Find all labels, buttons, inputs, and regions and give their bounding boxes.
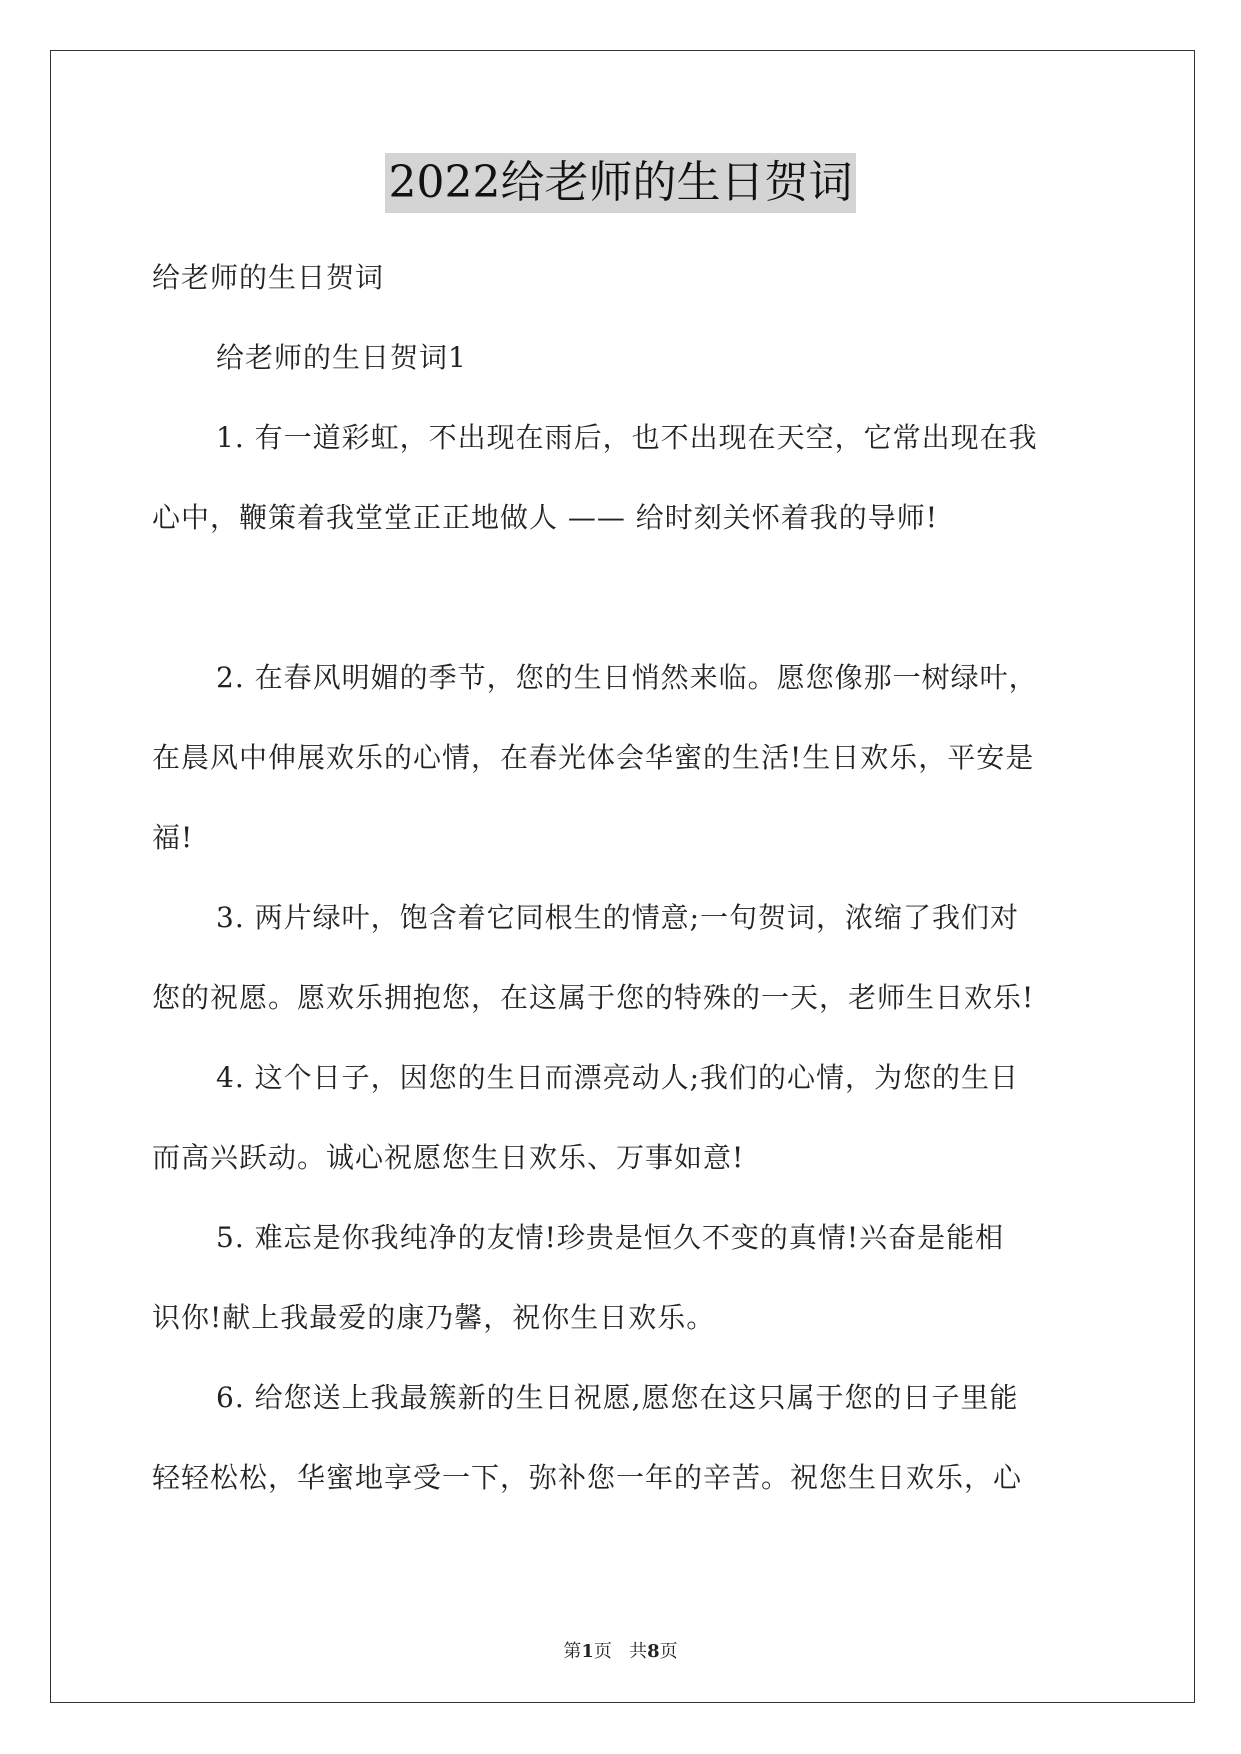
blank-line <box>152 558 1100 638</box>
page-footer <box>0 1640 1241 1664</box>
section-heading: 给老师的生日贺词 <box>152 261 385 294</box>
page-prefix: 第 <box>563 1641 582 1662</box>
document-title: 2022给老师的生日贺词 <box>385 153 857 213</box>
document-body <box>152 238 1100 1518</box>
paragraph-line: 您的祝愿。愿欢乐拥抱您，在这属于您的特殊的一天，老师生日欢乐! <box>152 981 1035 1014</box>
title-container <box>0 153 1241 213</box>
paragraph-line: 轻轻松松，华蜜地享受一下，弥补您一年的辛苦。祝您生日欢乐，心 <box>152 1461 1023 1494</box>
paragraph-line: 5. 难忘是你我纯净的友情!珍贵是恒久不变的真情!兴奋是能相 <box>216 1221 1005 1254</box>
paragraph-line: 1. 有一道彩虹，不出现在雨后，也不出现在天空，它常出现在我 <box>216 421 1038 454</box>
total-prefix: 共 <box>629 1641 648 1662</box>
paragraph-line: 3. 两片绿叶，饱含着它同根生的情意;一句贺词，浓缩了我们对 <box>216 901 1020 934</box>
paragraph-line: 4. 这个日子，因您的生日而漂亮动人;我们的心情，为您的生日 <box>216 1061 1020 1094</box>
page-suffix: 页 <box>593 1641 612 1662</box>
total-suffix: 页 <box>659 1641 678 1662</box>
paragraph-line: 心中，鞭策着我堂堂正正地做人 —— 给时刻关怀着我的导师! <box>152 501 939 534</box>
paragraph-line: 6. 给您送上我最簇新的生日祝愿,愿您在这只属于您的日子里能 <box>216 1381 1019 1414</box>
subsection-heading: 给老师的生日贺词1 <box>216 341 467 374</box>
paragraph-line: 而高兴跃动。诚心祝愿您生日欢乐、万事如意! <box>152 1141 745 1174</box>
paragraph-line: 识你!献上我最爱的康乃馨，祝你生日欢乐。 <box>152 1301 716 1334</box>
paragraph-line: 在晨风中伸展欢乐的心情，在春光体会华蜜的生活!生日欢乐，平安是 <box>152 741 1035 774</box>
page-total: 8 <box>647 1641 660 1662</box>
page-number: 1 <box>581 1641 594 1662</box>
paragraph-line: 2. 在春风明媚的季节，您的生日悄然来临。愿您像那一树绿叶， <box>216 661 1038 694</box>
paragraph-line: 福! <box>152 821 194 854</box>
